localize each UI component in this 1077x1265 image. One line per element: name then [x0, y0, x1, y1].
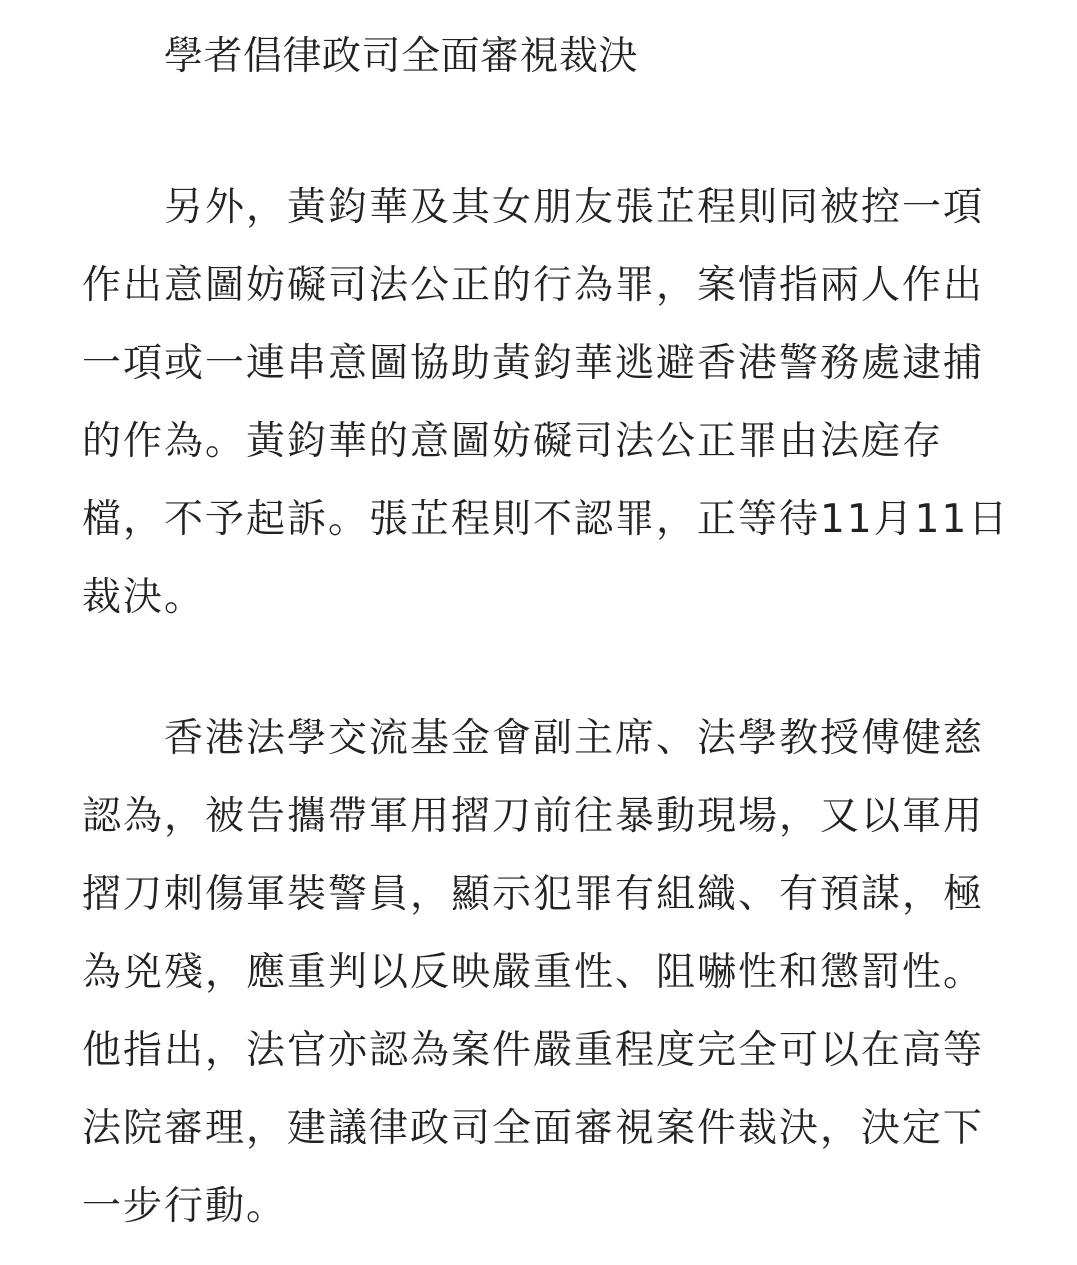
paragraph-line: 一項或一連串意圖協助黃鈞華逃避香港警務處逮捕 [82, 341, 985, 386]
paragraph-defendants [82, 169, 1010, 637]
paragraph-line: 作出意圖妨礙司法公正的行為罪，案情指兩人作出 [82, 263, 985, 308]
paragraph-spacer [82, 637, 998, 700]
paragraph-line: 裁決。 [82, 575, 206, 620]
paragraph-line: 摺刀刺傷軍裝警員，顯示犯罪有組織、有預謀，極 [82, 872, 985, 917]
paragraph-scholar-view [82, 700, 998, 1246]
section-subheading: 學者倡律政司全面審視裁決 [164, 34, 639, 79]
paragraph-line: 的作為。黃鈞華的意圖妨礙司法公正罪由法庭存 [82, 419, 944, 464]
paragraph-line: 一步行動。 [82, 1184, 288, 1229]
paragraph-line: 為兇殘，應重判以反映嚴重性、阻嚇性和懲罰性。 [82, 950, 985, 995]
paragraph-line: 香港法學交流基金會副主席、法學教授傅健慈 [164, 716, 985, 761]
article-body [82, 26, 1010, 1246]
paragraph-line: 認為，被告攜帶軍用摺刀前往暴動現場，又以軍用 [82, 794, 985, 839]
section-spacer [82, 88, 998, 169]
paragraph-line: 法院審理，建議律政司全面審視案件裁決，決定下 [82, 1106, 985, 1151]
paragraph-line: 另外，黃鈞華及其女朋友張芷程則同被控一項 [164, 185, 985, 230]
paragraph-line: 檔，不予起訴。張芷程則不認罪，正等待11月11日 [82, 497, 1010, 542]
paragraph-line: 他指出，法官亦認為案件嚴重程度完全可以在高等 [82, 1028, 985, 1073]
